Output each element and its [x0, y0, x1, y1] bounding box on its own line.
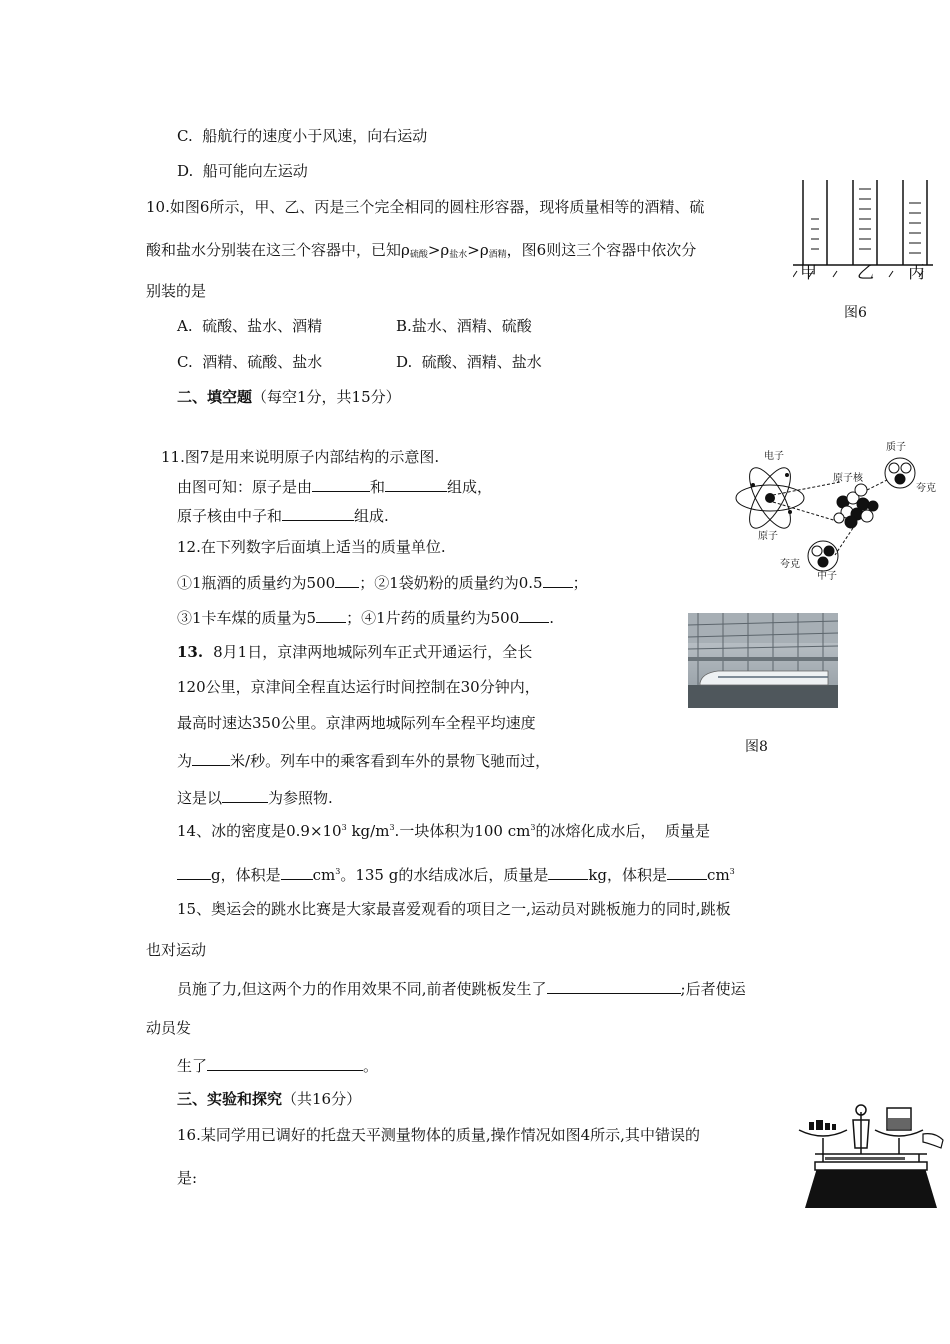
- figure-7-label-electron: 电子: [764, 451, 784, 462]
- q12-line2: ①1瓶酒的质量约为500 ；②1袋奶粉的质量约为0.5 ；: [177, 574, 588, 592]
- q15-line4: 动员发: [146, 1019, 192, 1037]
- figure-8-train-photo: [688, 613, 838, 708]
- q10-line2: 酸和盐水分别装在这三个容器中，已知$\rho_{硫酸}>\rho_{盐水}>\rho_{酒精}$，图6则这三个容器中依次分: [146, 241, 697, 260]
- section-3-heading: 三、实验和探究（共16分）: [177, 1090, 362, 1108]
- figure-7-label-nucleus: 原子核: [833, 473, 863, 484]
- q11-line1: 11.图7是用来说明原子内部结构的示意图.: [161, 448, 440, 466]
- figure-6-label-yi: 乙: [857, 263, 874, 283]
- figure-6-label-jia: 甲: [800, 263, 817, 283]
- figure-4-balance-scale: [795, 1102, 945, 1210]
- q15-line1: 15、奥运会的跳水比赛是大家最喜爱观看的项目之一,运动员对跳板施力的同时,跳板: [177, 900, 731, 918]
- q11-line2: 由图可知：原子是由 和 组成，: [177, 478, 493, 496]
- q12-line1: 12.在下列数字后面填上适当的质量单位.: [177, 538, 446, 556]
- q14-line1: 14、冰的密度是$0.9\times 10^3$ $kg/m^3$.一块体积为100 $cm^3$的冰熔化成水后， 质量是: [177, 822, 710, 840]
- q13-line1: 13. 8月1日，京津两地城际列车正式开通运行，全长: [177, 643, 533, 661]
- q10-line1: 10.如图6所示，甲、乙、丙是三个完全相同的圆柱形容器，现将质量相等的酒精、硫: [146, 198, 705, 216]
- q16-line2: 是:: [177, 1169, 198, 1187]
- figure-7-label-proton: 质子: [886, 442, 906, 453]
- q15-line5: 生了 。: [177, 1057, 379, 1075]
- q12-line3: ③1卡车煤的质量为5 ；④1片药的质量约为500 .: [177, 609, 555, 627]
- q10-option-a: A. 硫酸、盐水、酒精: [177, 317, 323, 335]
- q10-line3: 别装的是: [146, 282, 207, 300]
- q10-option-d: D. 硫酸、酒精、盐水: [396, 353, 542, 371]
- q13-line4: 为 米/秒。列车中的乘客看到车外的景物飞驰而过，: [177, 752, 551, 770]
- figure-8-caption: 图8: [745, 739, 768, 755]
- q9-option-c: C. 船航行的速度小于风速，向右运动: [177, 127, 428, 145]
- figure-7-label-quark-1: 夸克: [916, 483, 936, 494]
- q15-line3: 员施了力,但这两个力的作用效果不同,前者使跳板发生了 ;后者使运: [177, 980, 746, 998]
- q13-line2: 120公里，京津间全程直达运行时间控制在30分钟内，: [177, 678, 540, 696]
- section-2-heading: 二、填空题（每空1分，共15分）: [177, 388, 401, 406]
- figure-6-caption: 图6: [844, 305, 867, 321]
- q15-line2: 也对运动: [146, 941, 207, 959]
- q11-line3: 原子核由中子和 组成.: [177, 507, 389, 525]
- q16-line1: 16.某同学用已调好的托盘天平测量物体的质量,操作情况如图4所示,其中错误的: [177, 1126, 700, 1144]
- q10-option-b: B.盐水、酒精、硫酸: [396, 317, 532, 335]
- figure-7-label-neutron: 中子: [817, 571, 837, 582]
- q9-option-d: D. 船可能向左运动: [177, 162, 308, 180]
- figure-6-label-bing: 丙: [908, 263, 925, 283]
- figure-7-label-atom: 原子: [758, 531, 778, 542]
- q10-option-c: C. 酒精、硫酸、盐水: [177, 353, 323, 371]
- q13-line3: 最高时速达350公里。京津两地城际列车全程平均速度: [177, 714, 536, 732]
- figure-7-label-quark-2: 夸克: [780, 559, 800, 570]
- q14-line2: g，体积是 $cm^3$。135 g的水结成冰后，质量是 kg，体积是 $cm^3$: [177, 866, 735, 883]
- q13-line5: 这是以 为参照物.: [177, 789, 333, 807]
